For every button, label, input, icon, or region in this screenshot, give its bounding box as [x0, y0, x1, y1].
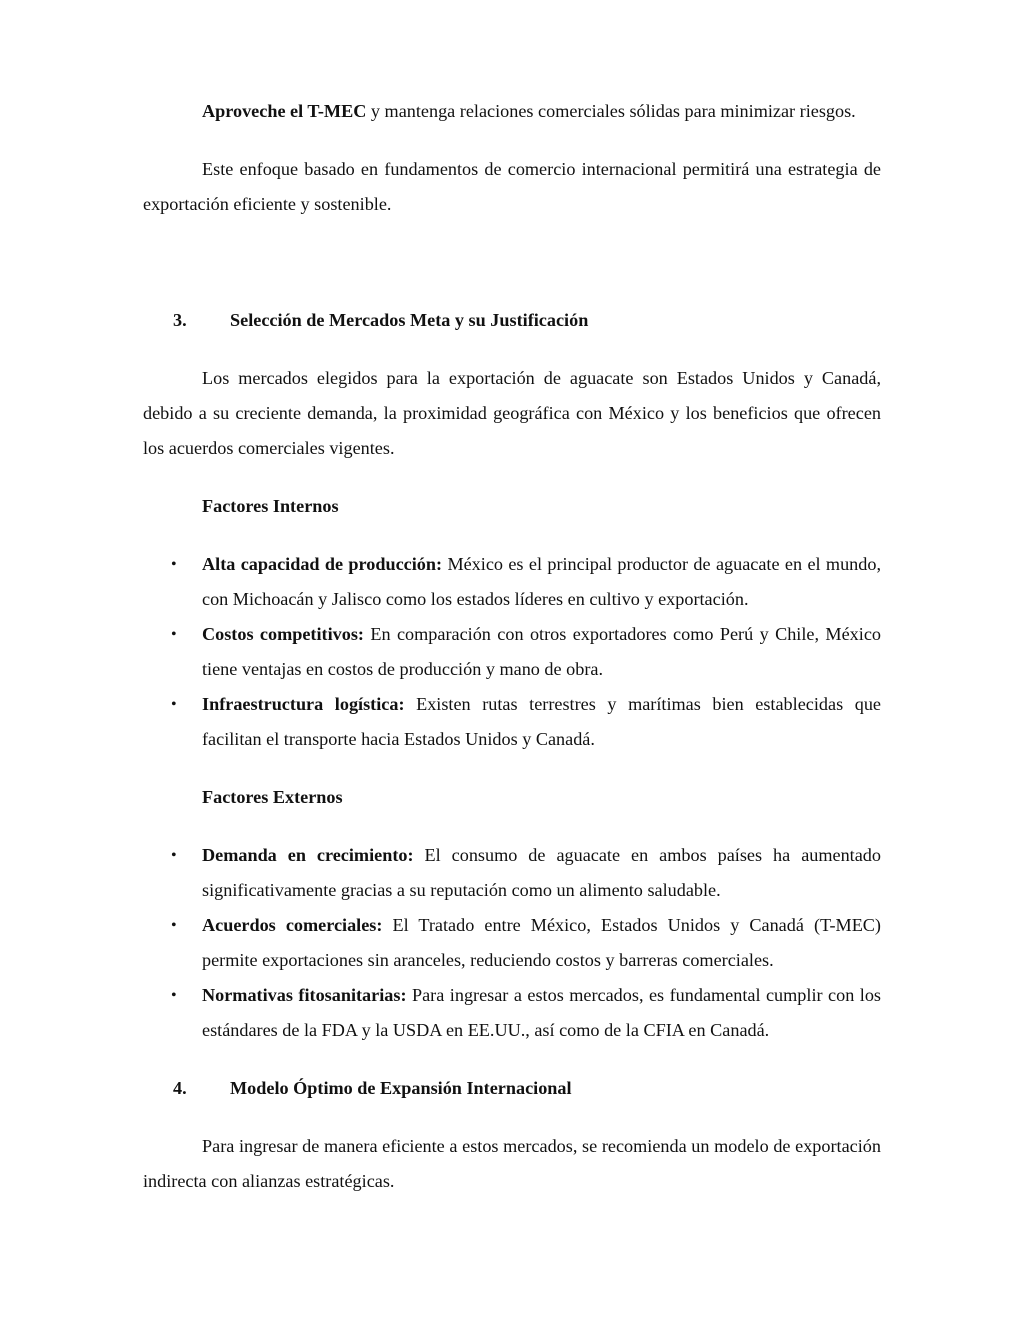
list-item	[143, 908, 881, 978]
document-page	[143, 94, 881, 1199]
internal-factors-list	[143, 547, 881, 757]
spacer	[143, 815, 881, 838]
item-bold-lead: Normativas fitosanitarias:	[202, 985, 407, 1005]
item-text: México es el principal productor de aguacate en el mundo, con Michoacán y Jalisco como los estados líderes en cultivo y exportación.	[202, 554, 881, 609]
item-text: El consumo de aguacate en ambos países ha aumentado significativamente gracias a su reputación como un alimento saludable.	[202, 845, 881, 900]
list-item	[143, 978, 881, 1048]
item-text: Para ingresar a estos mercados, es fundamental cumplir con los estándares de la FDA y la USDA en EE.UU., así como de la CFIA en Canadá.	[202, 985, 881, 1040]
bullet-icon: •	[171, 696, 177, 713]
intro-paragraph-2: Este enfoque basado en fundamentos de comercio internacional permitirá una estrategia de exportación eficiente y sostenible.	[143, 159, 881, 214]
section-4-title: Modelo Óptimo de Expansión Internacional	[230, 1078, 572, 1098]
item-bold-lead: Acuerdos comerciales:	[202, 915, 383, 935]
item-bold-lead: Infraestructura logística:	[202, 694, 405, 714]
section-3-title: Selección de Mercados Meta y su Justificación	[230, 310, 589, 330]
bullet-icon: •	[171, 917, 177, 934]
list-item	[143, 617, 881, 687]
internal-factors-title: Factores Internos	[202, 496, 339, 516]
section-3-heading	[143, 303, 881, 338]
item-text: En comparación con otros exportadores como Perú y Chile, México tiene ventajas en costos de producción y mano de obra.	[202, 624, 881, 679]
bullet-icon: •	[171, 626, 177, 643]
spacer	[143, 1048, 881, 1071]
spacer	[143, 466, 881, 489]
external-factors-list	[143, 838, 881, 1048]
list-item	[143, 838, 881, 908]
section-3-number: 3.	[173, 310, 187, 330]
spacer	[143, 338, 881, 361]
item-bold-lead: Demanda en crecimiento:	[202, 845, 414, 865]
item-bold-lead: Costos competitivos:	[202, 624, 364, 644]
list-item	[143, 547, 881, 617]
spacer	[143, 524, 881, 547]
bullet-icon: •	[171, 556, 177, 573]
section-3-paragraph: Los mercados elegidos para la exportación de aguacate son Estados Unidos y Canadá, debido a su creciente demanda, la proximidad geográfica con México y los beneficios que ofrecen los acuerdos comerciales vigentes.	[143, 368, 881, 458]
list-item	[143, 687, 881, 757]
item-text: Existen rutas terrestres y marítimas bien establecidas que facilitan el transporte hacia Estados Unidos y Canadá.	[202, 694, 881, 749]
spacer	[143, 129, 881, 152]
item-text: El Tratado entre México, Estados Unidos y Canadá (T-MEC) permite exportaciones sin aranceles, reduciendo costos y barreras comerciales.	[202, 915, 881, 970]
section-4-heading	[143, 1071, 881, 1106]
section-4-number: 4.	[173, 1078, 187, 1098]
section-4-paragraph: Para ingresar de manera eficiente a estos mercados, se recomienda un modelo de exportación indirecta con alianzas estratégicas.	[143, 1136, 881, 1191]
spacer	[143, 222, 881, 303]
spacer	[143, 1106, 881, 1129]
external-factors-title: Factores Externos	[202, 787, 343, 807]
spacer	[143, 757, 881, 780]
item-bold-lead: Alta capacidad de producción:	[202, 554, 443, 574]
intro-bold-lead: Aproveche el T-MEC	[202, 101, 367, 121]
intro-paragraph-1	[143, 94, 881, 129]
bullet-icon: •	[171, 987, 177, 1004]
bullet-icon: •	[171, 847, 177, 864]
intro-text: y mantenga relaciones comerciales sólidas para minimizar riesgos.	[366, 101, 856, 121]
